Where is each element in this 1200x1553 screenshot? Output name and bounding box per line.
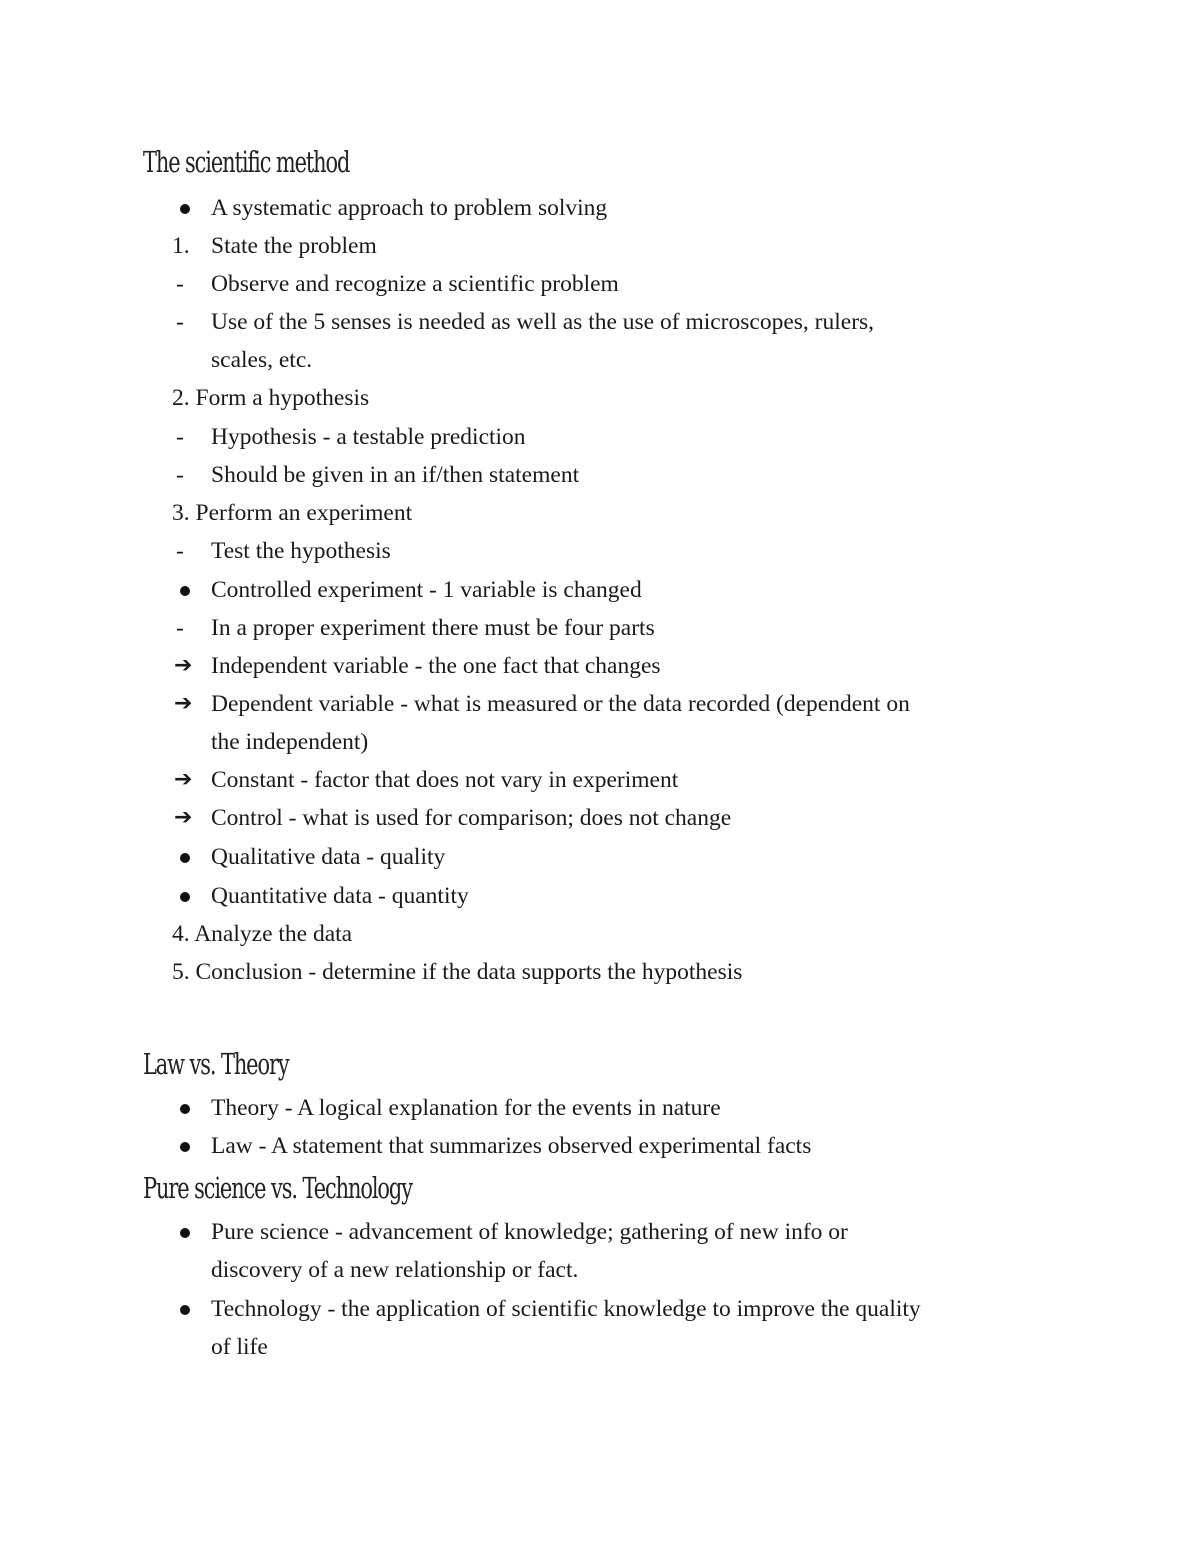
dash-bullet-icon: - <box>176 538 184 564</box>
dash-bullet-icon: - <box>176 615 184 641</box>
dash-bullet-icon: - <box>176 424 184 450</box>
list-item-text: the independent) <box>211 729 369 755</box>
arrow-right-icon: ➔ <box>174 805 193 830</box>
list-item-text: Should be given in an if/then statement <box>211 462 580 488</box>
bullet-dot-icon <box>180 853 190 863</box>
heading-scientific-method: The scientific method <box>143 145 350 179</box>
list-item-text: discovery of a new relationship or fact. <box>211 1257 579 1283</box>
bullet-dot-icon <box>180 586 190 596</box>
list-item-text: of life <box>211 1334 268 1360</box>
bullet-dot-icon <box>180 1104 190 1114</box>
step-text: 2. Form a hypothesis <box>172 385 370 411</box>
list-item-text: Pure science - advancement of knowledge; gathering of new info or <box>211 1219 848 1245</box>
arrow-right-icon: ➔ <box>174 653 193 678</box>
step-text: 4. Analyze the data <box>172 921 353 947</box>
list-item-text: Dependent variable - what is measured or the data recorded (dependent on <box>211 691 910 717</box>
list-item-text: Independent variable - the one fact that changes <box>211 653 661 679</box>
list-item-text: Law - A statement that summarizes observed experimental facts <box>211 1133 812 1159</box>
list-item-text: State the problem <box>211 233 377 259</box>
bullet-dot-icon <box>180 204 190 214</box>
dash-bullet-icon: - <box>176 271 184 297</box>
arrow-right-icon: ➔ <box>174 691 193 716</box>
list-item-text: Test the hypothesis <box>211 538 391 564</box>
dash-bullet-icon: - <box>176 309 184 335</box>
step-text: 3. Perform an experiment <box>172 500 413 526</box>
list-item-text: Quantitative data - quantity <box>211 883 469 909</box>
list-item-text: Theory - A logical explanation for the events in nature <box>211 1095 721 1121</box>
list-item-text: Use of the 5 senses is needed as well as the use of microscopes, rulers, <box>211 309 875 335</box>
list-item-text: Technology - the application of scientific knowledge to improve the quality <box>211 1296 921 1322</box>
list-item-text: Control - what is used for comparison; does not change <box>211 805 732 831</box>
list-item-text: In a proper experiment there must be four parts <box>211 615 655 641</box>
list-item-text: Qualitative data - quality <box>211 844 446 870</box>
step-text: 5. Conclusion - determine if the data supports the hypothesis <box>172 959 743 985</box>
list-number: 1. <box>172 233 190 259</box>
bullet-dot-icon <box>180 1228 190 1238</box>
arrow-right-icon: ➔ <box>174 767 193 792</box>
list-item-text: scales, etc. <box>211 347 313 373</box>
heading-pure-science-vs-technology: Pure science vs. Technology <box>143 1171 412 1205</box>
dash-bullet-icon: - <box>176 462 184 488</box>
bullet-dot-icon <box>180 1305 190 1315</box>
list-item-text: Hypothesis - a testable prediction <box>211 424 526 450</box>
list-item-text: Observe and recognize a scientific problem <box>211 271 619 297</box>
list-item-text: A systematic approach to problem solving <box>211 195 608 221</box>
bullet-dot-icon <box>180 1142 190 1152</box>
bullet-dot-icon <box>180 892 190 902</box>
heading-law-vs-theory: Law vs. Theory <box>143 1047 289 1081</box>
list-item-text: Constant - factor that does not vary in experiment <box>211 767 679 793</box>
list-item-text: Controlled experiment - 1 variable is changed <box>211 577 642 603</box>
